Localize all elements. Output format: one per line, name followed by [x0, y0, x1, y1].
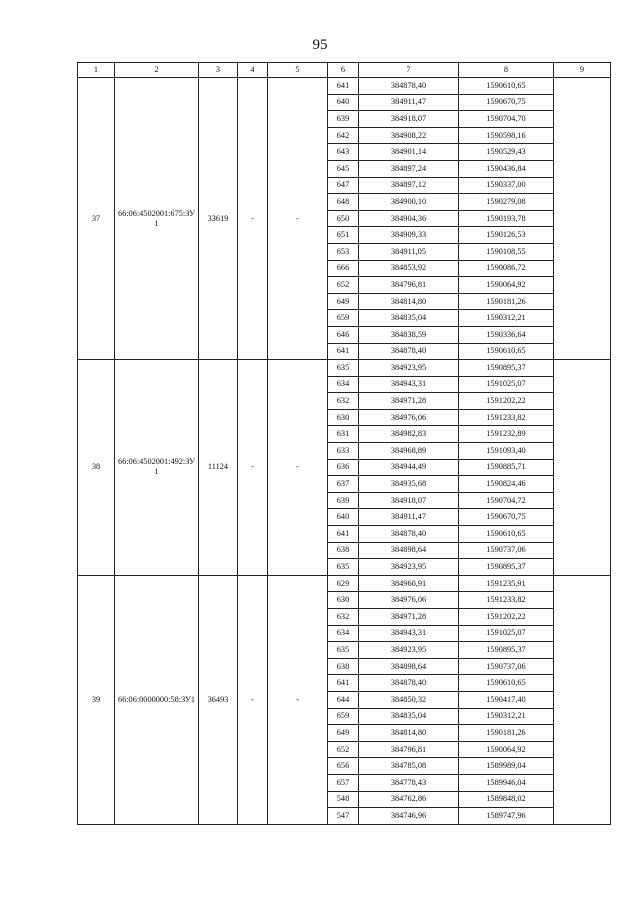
- coordinate-y: 1590610,65: [459, 78, 554, 95]
- coordinate-y: 1590126,53: [459, 227, 554, 244]
- point-number: 639: [328, 111, 359, 128]
- coordinate-y: 1590312,21: [459, 708, 554, 725]
- coordinate-x: 384918,07: [359, 492, 459, 509]
- point-number: 636: [328, 459, 359, 476]
- coordinate-x: 384943,31: [359, 625, 459, 642]
- header-row: [78, 63, 611, 78]
- coordinate-y: 1590312,21: [459, 310, 554, 327]
- coordinate-y: 1590610,65: [459, 343, 554, 360]
- point-number: 637: [328, 476, 359, 493]
- coordinate-y: 1591025,07: [459, 376, 554, 393]
- column-5-value: -: [268, 78, 328, 360]
- coordinate-y: 1591233,82: [459, 592, 554, 609]
- point-number: 634: [328, 625, 359, 642]
- coordinate-y: 1591093,40: [459, 443, 554, 460]
- coordinate-x: 384838,59: [359, 326, 459, 343]
- coordinate-x: 384944,49: [359, 459, 459, 476]
- point-number: 666: [328, 260, 359, 277]
- cadastral-number: 66:06:4502001:492:ЗУ1: [115, 360, 199, 576]
- table-row: [78, 78, 611, 95]
- coordinate-y: 1590108,55: [459, 243, 554, 260]
- coordinate-x: 384762,86: [359, 791, 459, 808]
- coordinate-x: 384785,08: [359, 758, 459, 775]
- column-9-value: [554, 78, 611, 360]
- plot-number: 38: [78, 360, 115, 576]
- coordinate-y: 1591202,22: [459, 609, 554, 626]
- coordinate-y: 1590737,06: [459, 658, 554, 675]
- point-number: 640: [328, 94, 359, 111]
- coordinate-y: 1590337,00: [459, 177, 554, 194]
- coordinate-x: 384909,33: [359, 227, 459, 244]
- coordinate-x: 384814,80: [359, 725, 459, 742]
- coordinate-x: 384878,40: [359, 675, 459, 692]
- coordinate-y: 1590737,06: [459, 542, 554, 559]
- coordinate-y: 1589747,96: [459, 808, 554, 825]
- point-number: 645: [328, 160, 359, 177]
- coordinate-x: 384976,06: [359, 592, 459, 609]
- coordinate-y: 1589848,02: [459, 791, 554, 808]
- coordinate-y: 1591202,22: [459, 393, 554, 410]
- column-header: 6: [328, 63, 359, 78]
- cadastral-number: 66:06:0000000:58:ЗУ1: [115, 575, 199, 824]
- column-header: 9: [554, 63, 611, 78]
- column-4-value: -: [238, 78, 268, 360]
- coordinate-y: 1590610,65: [459, 526, 554, 543]
- point-number: 641: [328, 675, 359, 692]
- point-number: 634: [328, 376, 359, 393]
- column-header: 4: [238, 63, 268, 78]
- point-number: 635: [328, 360, 359, 377]
- point-number: 642: [328, 127, 359, 144]
- coordinate-x: 384898,64: [359, 542, 459, 559]
- point-number: 653: [328, 243, 359, 260]
- point-number: 638: [328, 658, 359, 675]
- column-5-value: -: [268, 575, 328, 824]
- point-number: 652: [328, 277, 359, 294]
- point-number: 641: [328, 343, 359, 360]
- point-number: 632: [328, 393, 359, 410]
- coordinate-y: 1589989,04: [459, 758, 554, 775]
- point-number: 657: [328, 774, 359, 791]
- point-number: 659: [328, 310, 359, 327]
- column-5-value: -: [268, 360, 328, 576]
- coordinate-x: 384971,28: [359, 609, 459, 626]
- coordinate-y: 1591025,07: [459, 625, 554, 642]
- coordinate-y: 1590704,72: [459, 492, 554, 509]
- coordinate-x: 384918,07: [359, 111, 459, 128]
- coordinate-x: 384935,68: [359, 476, 459, 493]
- point-number: 631: [328, 426, 359, 443]
- point-number: 630: [328, 409, 359, 426]
- coordinate-x: 384796,81: [359, 741, 459, 758]
- column-header: 7: [359, 63, 459, 78]
- point-number: 656: [328, 758, 359, 775]
- point-number: 643: [328, 144, 359, 161]
- coordinate-x: 384878,40: [359, 343, 459, 360]
- coordinate-x: 384897,12: [359, 177, 459, 194]
- point-number: 649: [328, 725, 359, 742]
- point-number: 640: [328, 509, 359, 526]
- coordinate-x: 384835,04: [359, 310, 459, 327]
- point-number: 652: [328, 741, 359, 758]
- column-header: 8: [459, 63, 554, 78]
- coordinate-x: 384853,92: [359, 260, 459, 277]
- coordinate-x: 384897,24: [359, 160, 459, 177]
- cadastral-number: 66:06:4502001:675:ЗУ1: [115, 78, 199, 360]
- point-number: 639: [328, 492, 359, 509]
- coordinates-table: [77, 62, 611, 825]
- coordinate-y: 1590336,64: [459, 326, 554, 343]
- point-number: 630: [328, 592, 359, 609]
- coordinate-x: 384878,40: [359, 78, 459, 95]
- coordinate-x: 384971,28: [359, 393, 459, 410]
- coordinate-x: 384904,36: [359, 210, 459, 227]
- column-4-value: -: [238, 575, 268, 824]
- coordinate-y: 1591232,89: [459, 426, 554, 443]
- point-number: 641: [328, 78, 359, 95]
- coordinate-x: 384923,95: [359, 360, 459, 377]
- coordinate-y: 1590417,40: [459, 691, 554, 708]
- plot-area: 36493: [199, 575, 238, 824]
- coordinate-x: 384778,43: [359, 774, 459, 791]
- column-9-value: [554, 360, 611, 576]
- coordinate-y: 1590598,16: [459, 127, 554, 144]
- point-number: 659: [328, 708, 359, 725]
- coordinate-x: 384835,04: [359, 708, 459, 725]
- coordinate-y: 1590895,37: [459, 642, 554, 659]
- coordinate-y: 1590670,75: [459, 509, 554, 526]
- coordinate-y: 1590193,78: [459, 210, 554, 227]
- point-number: 647: [328, 177, 359, 194]
- coordinate-x: 384911,47: [359, 94, 459, 111]
- coordinate-y: 1590610,65: [459, 675, 554, 692]
- coordinate-y: 1590064,92: [459, 277, 554, 294]
- point-number: 632: [328, 609, 359, 626]
- coordinate-x: 384900,10: [359, 194, 459, 211]
- coordinate-x: 384746,96: [359, 808, 459, 825]
- table-row: [78, 360, 611, 377]
- coordinate-y: 1590670,75: [459, 94, 554, 111]
- coordinate-x: 384850,32: [359, 691, 459, 708]
- coordinate-y: 1590181,26: [459, 293, 554, 310]
- point-number: 547: [328, 808, 359, 825]
- column-header: 1: [78, 63, 115, 78]
- coordinate-y: 1590436,84: [459, 160, 554, 177]
- column-header: 3: [199, 63, 238, 78]
- coordinate-x: 384976,06: [359, 409, 459, 426]
- coordinate-x: 384908,22: [359, 127, 459, 144]
- coordinate-x: 384814,80: [359, 293, 459, 310]
- coordinate-y: 1590704,70: [459, 111, 554, 128]
- coordinate-y: 1590824,46: [459, 476, 554, 493]
- plot-number: 37: [78, 78, 115, 360]
- coordinate-x: 384796,81: [359, 277, 459, 294]
- plot-number: 39: [78, 575, 115, 824]
- coordinate-x: 384898,64: [359, 658, 459, 675]
- plot-area: 11124: [199, 360, 238, 576]
- coordinate-x: 384923,95: [359, 559, 459, 576]
- coordinate-x: 384943,31: [359, 376, 459, 393]
- point-number: 629: [328, 575, 359, 592]
- plot-area: 33619: [199, 78, 238, 360]
- coordinate-y: 1590064,92: [459, 741, 554, 758]
- page-number: 95: [312, 37, 328, 53]
- coordinate-y: 1590279,08: [459, 194, 554, 211]
- point-number: 644: [328, 691, 359, 708]
- point-number: 633: [328, 443, 359, 460]
- point-number: 635: [328, 559, 359, 576]
- column-header: 2: [115, 63, 199, 78]
- column-4-value: -: [238, 360, 268, 576]
- point-number: 648: [328, 194, 359, 211]
- coordinate-x: 384878,40: [359, 526, 459, 543]
- coordinate-x: 384911,47: [359, 509, 459, 526]
- point-number: 646: [328, 326, 359, 343]
- coordinate-y: 1590181,26: [459, 725, 554, 742]
- point-number: 641: [328, 526, 359, 543]
- coordinate-y: 1590895,37: [459, 559, 554, 576]
- coordinate-x: 384911,05: [359, 243, 459, 260]
- coordinate-x: 384960,91: [359, 575, 459, 592]
- coordinate-y: 1590885,71: [459, 459, 554, 476]
- coordinate-y: 1591235,91: [459, 575, 554, 592]
- point-number: 548: [328, 791, 359, 808]
- column-header: 5: [268, 63, 328, 78]
- coordinate-y: 1590086,72: [459, 260, 554, 277]
- point-number: 651: [328, 227, 359, 244]
- point-number: 635: [328, 642, 359, 659]
- coordinate-y: 1589946,04: [459, 774, 554, 791]
- column-9-value: [554, 575, 611, 824]
- coordinate-x: 384968,89: [359, 443, 459, 460]
- coordinate-x: 384923,95: [359, 642, 459, 659]
- coordinate-x: 384901,14: [359, 144, 459, 161]
- point-number: 650: [328, 210, 359, 227]
- coordinate-y: 1590895,37: [459, 360, 554, 377]
- table-row: [78, 575, 611, 592]
- coordinate-y: 1590529,43: [459, 144, 554, 161]
- coordinate-x: 384982,83: [359, 426, 459, 443]
- point-number: 638: [328, 542, 359, 559]
- coordinate-y: 1591233,82: [459, 409, 554, 426]
- point-number: 649: [328, 293, 359, 310]
